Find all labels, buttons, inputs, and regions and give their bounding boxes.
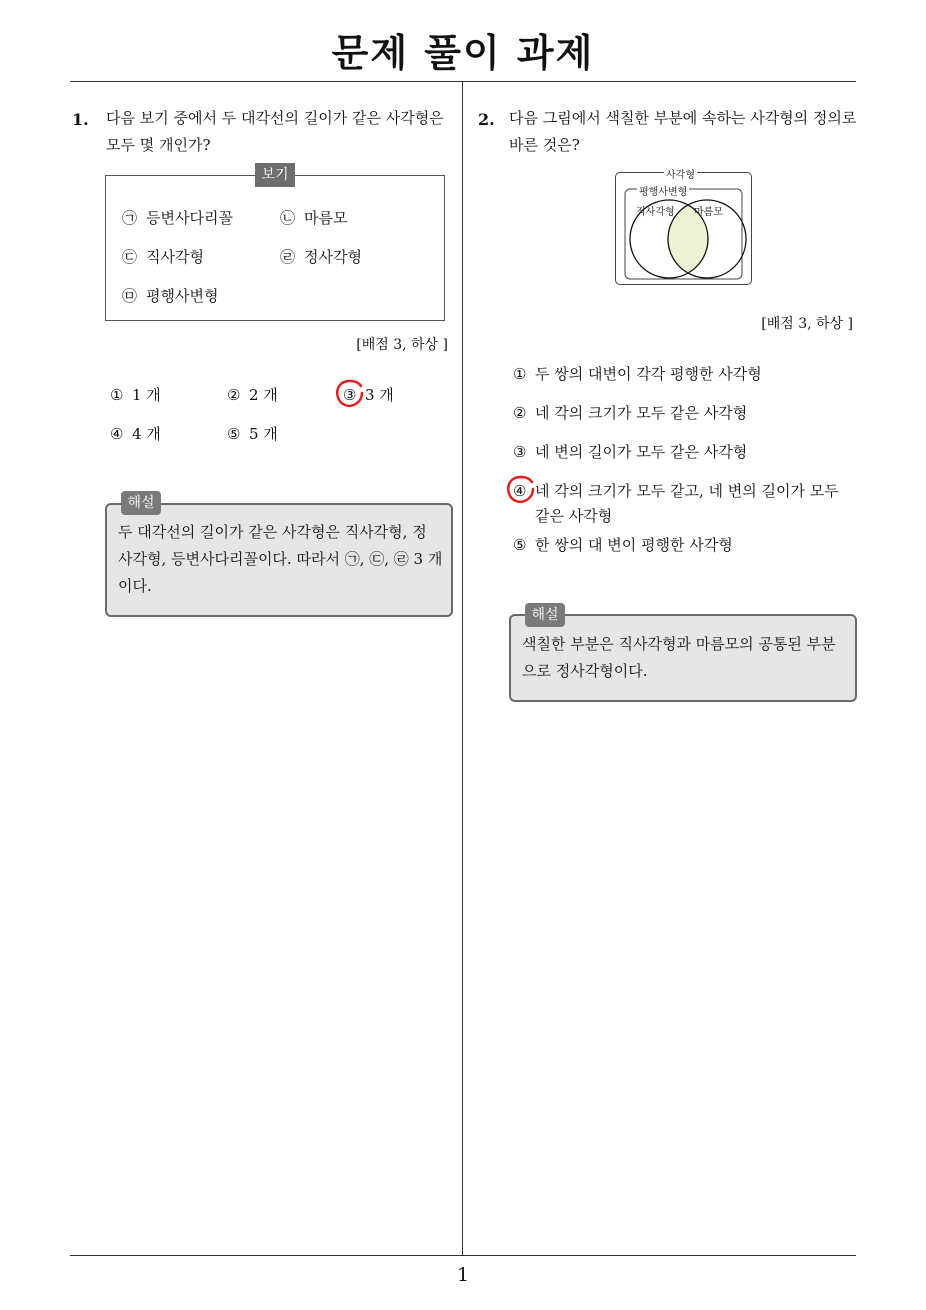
choice-mark: ② [227, 386, 241, 404]
bogi-item-text: 직사각형 [146, 248, 204, 266]
choice-mark: ④ [513, 482, 527, 500]
question-2-text-line: 다음 그림에서 색칠한 부분에 속하는 사각형의 정의로 [509, 109, 857, 127]
venn-left-label: 직사각형 [636, 207, 675, 218]
haeseol-text [118, 519, 442, 600]
footer-rule [70, 1255, 856, 1256]
bogi-item-mark: ㉤ [122, 287, 138, 305]
question-2-text-line: 바른 것은? [509, 136, 580, 154]
header-rule [70, 81, 856, 82]
bogi-item-text: 등변사다리꼴 [146, 209, 233, 227]
answer-choice[interactable] [227, 423, 278, 444]
bogi-item [122, 285, 218, 306]
question-1-text [106, 105, 444, 159]
haeseol-line: 으로 정사각형이다. [522, 662, 648, 680]
haeseol-line: 이다. [118, 577, 152, 595]
haeseol-label: 해설 [525, 603, 565, 627]
choice-mark: ② [513, 404, 527, 422]
bogi-item-mark: ㉣ [280, 248, 296, 266]
choice-text: 네 각의 크기가 모두 같고, 네 변의 길이가 모두 [535, 482, 839, 500]
choice-mark: ④ [110, 425, 124, 443]
choice-mark: ① [110, 386, 124, 404]
choice-text: 3 개 [365, 386, 394, 404]
bogi-item-mark: ㉢ [122, 248, 138, 266]
answer-choice[interactable] [227, 384, 278, 405]
choice-text: 두 쌍의 대변이 각각 평행한 사각형 [535, 365, 762, 383]
question-2-score: [배점 3, 하상 ] [761, 316, 853, 332]
haeseol-line: 두 대각선의 길이가 같은 사각형은 직사각형, 정 [118, 523, 427, 541]
question-2-text [509, 105, 856, 159]
haeseol-line: 사각형, 등변사다리꼴이다. 따라서 ㉠, ㉢, ㉣ 3 개 [118, 550, 443, 568]
column-divider [462, 81, 463, 1256]
answer-choice[interactable] [513, 402, 747, 423]
haeseol-label: 해설 [121, 491, 161, 515]
bogi-item-mark: ㉠ [122, 209, 138, 227]
haeseol-text [522, 631, 836, 685]
choice-mark: ③ [513, 443, 527, 461]
venn-right-label: 마름모 [694, 207, 723, 218]
choice-mark: ③ [343, 386, 357, 404]
bogi-item-text: 평행사변형 [146, 287, 219, 305]
choice-text: 2 개 [249, 386, 278, 404]
question-1-text-line: 모두 몇 개인가? [106, 136, 211, 154]
bogi-item [122, 207, 233, 228]
haeseol-line: 색칠한 부분은 직사각형과 마름모의 공통된 부분 [522, 635, 836, 653]
page-number: 1 [456, 1264, 470, 1286]
choice-text: 5 개 [249, 425, 278, 443]
venn-outer-label: 사각형 [664, 166, 697, 181]
answer-choice[interactable] [513, 363, 762, 384]
question-1-text-line: 다음 보기 중에서 두 대각선의 길이가 같은 사각형은 [106, 109, 444, 127]
bogi-item-text: 마름모 [304, 209, 348, 227]
choice-text: 1 개 [132, 386, 161, 404]
answer-choice-continuation: 같은 사각형 [535, 507, 613, 525]
venn-inner-label: 평행사변형 [637, 183, 689, 198]
choice-mark: ⑤ [513, 536, 527, 554]
choice-text: 4 개 [132, 425, 161, 443]
answer-choice[interactable] [513, 534, 733, 555]
page-title: 문제 풀이 과제 [331, 31, 595, 75]
bogi-label: 보기 [255, 163, 295, 187]
bogi-item [280, 207, 347, 228]
answer-choice[interactable] [110, 384, 161, 405]
bogi-item-text: 정사각형 [304, 248, 362, 266]
choice-text: 네 변의 길이가 모두 같은 사각형 [535, 443, 748, 461]
answer-circle-mark [506, 474, 536, 504]
bogi-item [122, 246, 204, 267]
question-1-score: [배점 3, 하상 ] [356, 337, 448, 353]
question-1-number: 1. [72, 110, 89, 129]
question-2-number: 2. [478, 110, 495, 129]
choice-mark: ① [513, 365, 527, 383]
choice-text: 한 쌍의 대 변이 평행한 사각형 [535, 536, 733, 554]
answer-choice[interactable] [513, 441, 747, 462]
answer-circle-mark [335, 378, 365, 408]
answer-choice[interactable] [513, 480, 839, 501]
answer-choice[interactable] [110, 423, 161, 444]
choice-mark: ⑤ [227, 425, 241, 443]
bogi-item-mark: ㉡ [280, 209, 296, 227]
choice-text: 네 각의 크기가 모두 같은 사각형 [535, 404, 748, 422]
bogi-item [280, 246, 362, 267]
